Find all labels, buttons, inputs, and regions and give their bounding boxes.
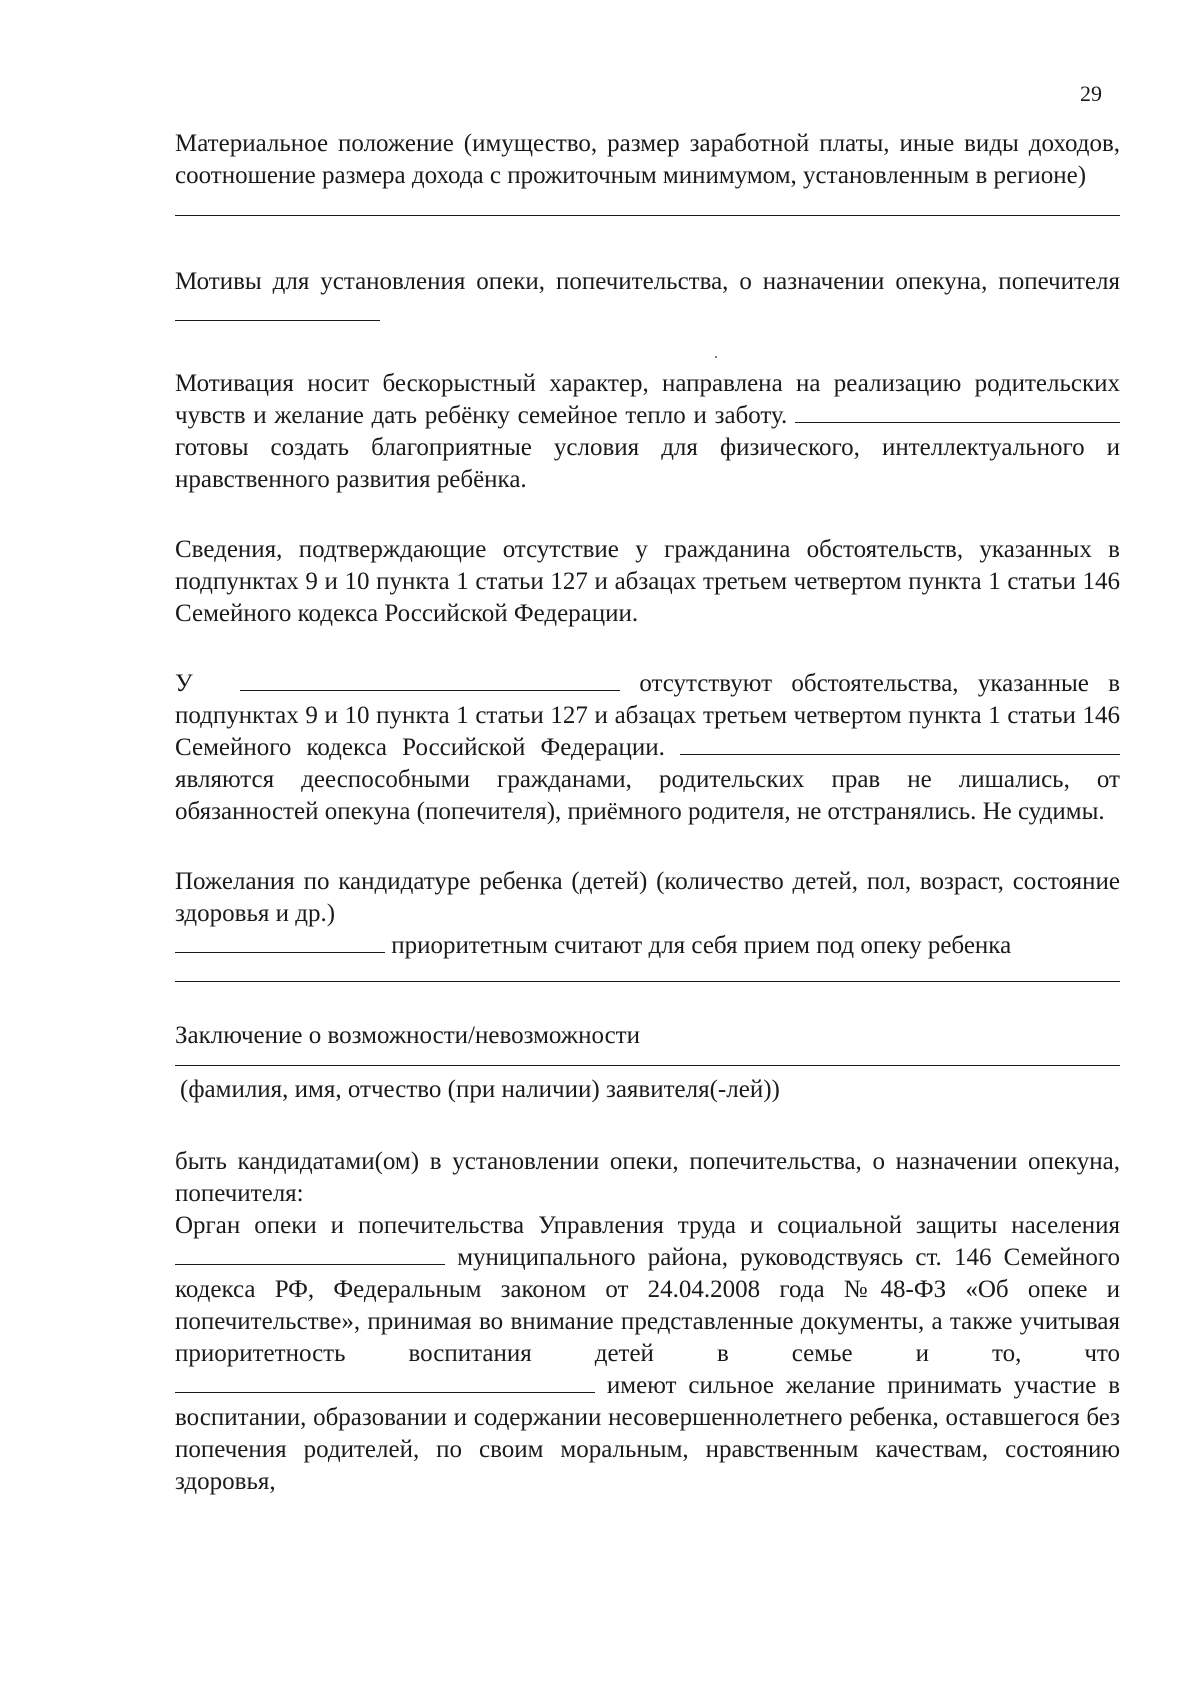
absence-text-2: являются дееспособными гражданами, родительских прав не лишались, от обязанностей опекуна (попечителя), приёмного родителя, не отстранялись. Не судимы. xyxy=(175,766,1120,825)
motives-text: Мотивы для установления опеки, попечительства, о назначении опекуна, попечителя xyxy=(175,268,1120,295)
motivation-text-2: готовы создать благоприятные условия для физического, интеллектуального и нравственного развития ребёнка. xyxy=(175,434,1120,493)
motivation-paragraph xyxy=(175,368,1120,496)
candidates-paragraph: быть кандидатами(ом) в установлении опеки, попечительства, о назначении опекуна, попечителя: xyxy=(175,1148,1120,1207)
motivation-names-blank[interactable] xyxy=(795,400,1120,423)
organ-names-blank[interactable] xyxy=(175,1370,595,1393)
absence-prefix: У xyxy=(175,670,193,697)
wishes-paragraph xyxy=(175,866,1120,962)
svedeniya-paragraph: Сведения, подтверждающие отсутствие у гражданина обстоятельств, указанных в подпунктах 9 и 10 пункта 1 статьи 127 и абзацах третьем четвертом пункта 1 статьи 146 Семейного кодекса Российской Федерации. xyxy=(175,536,1120,627)
organ-text-2: муниципального района, руководствуясь ст. 146 Семейного кодекса РФ, Федеральным законом от 24.04.2008 года №48-ФЗ «Об опеке и попечительстве», принимая во внимание представленные документы, а также учитывая приоритетность воспитания детей в семье и то, что xyxy=(175,1244,1121,1367)
motivation-text-1: Мотивация носит бескорыстный характер, направлена на реализацию родительских чувств и желание дать ребёнку семейное тепло и заботу. xyxy=(175,370,1120,429)
conclusion-title: Заключение о возможности/невозможности xyxy=(175,1022,640,1049)
absence-paragraph xyxy=(175,668,1120,828)
wishes-text-1: Пожелания по кандидатуре ребенка (детей) (количество детей, пол, возраст, состояние здоровья и др.) xyxy=(175,868,1120,927)
wishes-names-blank[interactable] xyxy=(175,930,385,953)
page-number: 29 xyxy=(1080,81,1102,106)
material-fill-line[interactable] xyxy=(175,214,1120,216)
conclusion-caption: (фамилия, имя, отчество (при наличии) заявителя(-лей)) xyxy=(180,1076,780,1103)
wishes-fill-line[interactable] xyxy=(175,980,1120,982)
organ-text-1: Орган опеки и попечительства Управления труда и социальной защиты населения xyxy=(175,1212,1120,1239)
conclusion-fill-line[interactable] xyxy=(175,1064,1120,1066)
absence-names-blank-2[interactable] xyxy=(680,732,1120,755)
organ-district-blank[interactable] xyxy=(175,1242,445,1265)
material-paragraph: Материальное положение (имущество, размер заработной платы, иные виды доходов, соотношение размера дохода с прожиточным минимумом, установленным в регионе) xyxy=(175,130,1120,189)
motives-paragraph xyxy=(175,266,1120,330)
absence-text-1: отсутствуют обстоятельства, указанные в подпунктах 9 и 10 пункта 1 статьи 127 и абзацах третьем четвертом пункта 1 статьи 146 Семейного кодекса Российской Федерации. xyxy=(175,670,1121,761)
wishes-text-2: приоритетным считают для себя прием под опеку ребенка xyxy=(391,932,1012,959)
organ-text-3: имеют сильное желание принимать участие в воспитании, образовании и содержании несовершеннолетнего ребенка, оставшегося без попечения родителей, по своим моральным, нравственным качествам, состоянию здоровья, xyxy=(175,1372,1121,1495)
organ-paragraph xyxy=(175,1210,1120,1498)
absence-names-blank[interactable] xyxy=(240,668,620,691)
motives-blank[interactable] xyxy=(175,298,380,321)
document-body xyxy=(175,128,1120,1498)
